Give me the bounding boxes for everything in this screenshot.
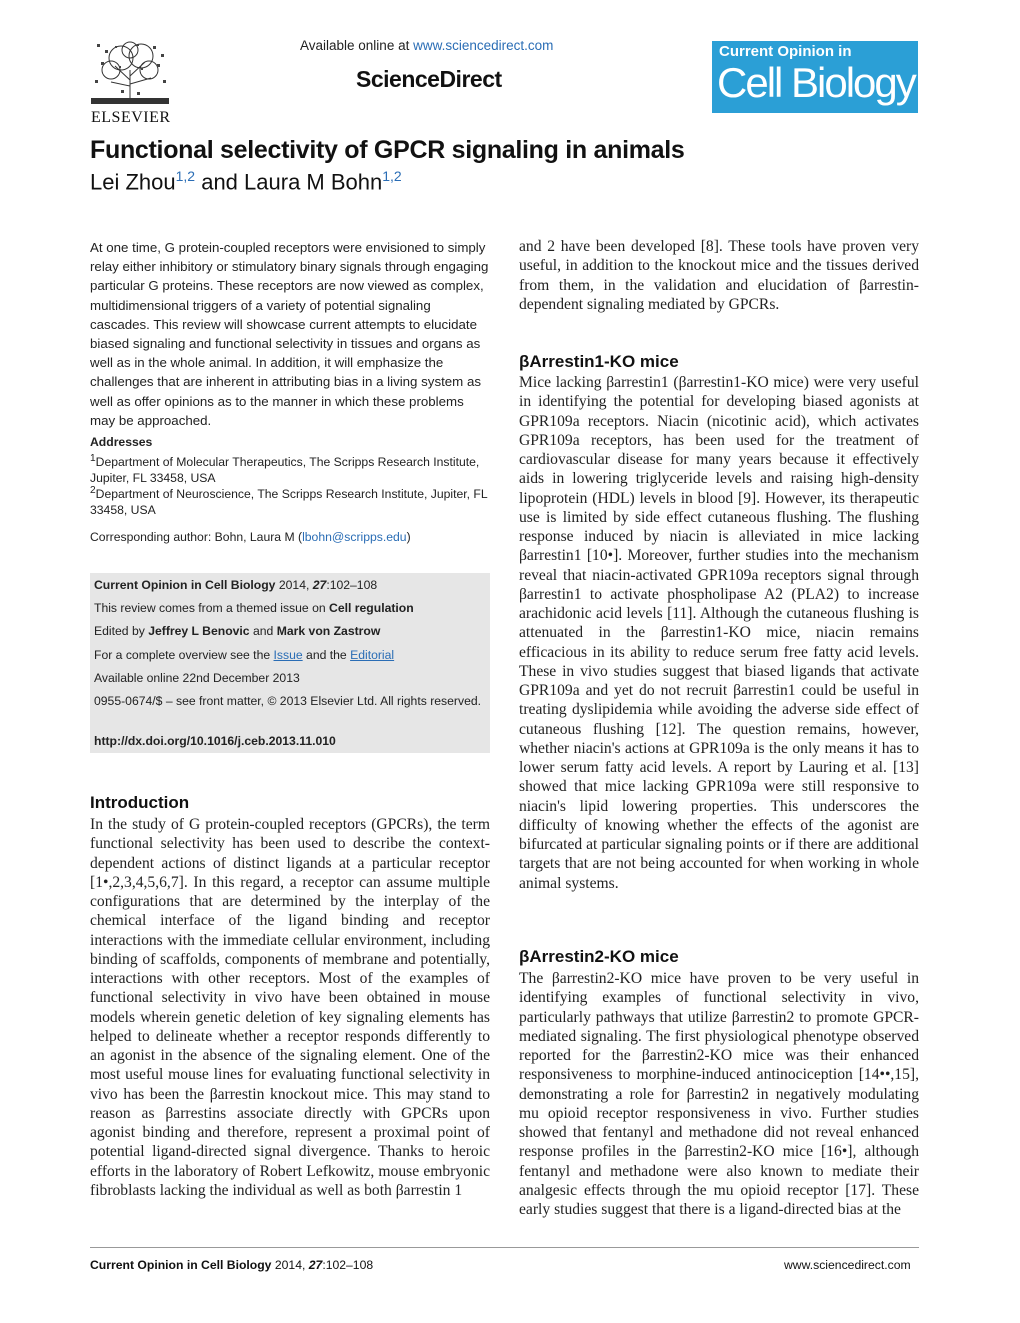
continued-text: and 2 have been developed [8]. These tools have proven very useful, in addition to the knockout mice and the tissues derived from them, in the validation and elucidation of βarrestin-dependent signaling mediated by GPCRs. [519,238,919,313]
introduction-heading: Introduction [90,793,190,812]
address-2: $^2$Department of Neuroscience, The Scripps Research Institute, Jupiter, FL 33458, USA [90,485,488,517]
footer-citation: Current Opinion in Cell Biology 2014, 27:102–108 [90,1258,374,1272]
barrestin1-text: Mice lacking βarrestin1 (βarrestin1-KO mice) were very useful in identifying the potential for developing biased agonists at GPR109a receptors. Niacin (nicotinic acid), which activates GPR109a receptors, has been used for the treatment of cardiovascular disease for many years because it effectively aids in lowering triglyceride levels and raising high-density lipoprotein (HDL) levels in blood [9]. However, its therapeutic use is limited by side effect cutaneous flushing. The flushing response induced by niacin is alleviated in mice lacking βarrestin1 [10•]. Moreover, further studies into the mechanism reveal that niacin-activated GPR109a receptors signal through βarrestin1 to activate phospholipase A2 (PLA2) to increase arachidonic acid levels [11]. Although the cutaneous flushing is attenuated in the βarrestin1-KO mice, niacin remains efficacious in its ability to reduce serum free fatty acid levels. These in vivo studies suggest that biased ligands that activate GPR109a and yet do not recruit βarrestin1 could be useful in treating dyslipidemia while avoiding the adverse side effect of cutaneous flushing [12]. The question remains, however, whether niacin's actions at GPR109a is the only means it has to lower serum fatty acid levels. A report by Lauring et al. [13] showed that mice lacking GPR109a were still responsive to niacin's lipid lowering properties. This underscores the difficulty of knowing whether the effects of the agonist are bifurcated at particular signaling points or if there are additional targets that are not being accounted for when working in whole animal systems. [519,374,919,892]
author-1: Lei Zhou [90,169,176,195]
addresses-heading: Addresses [90,435,153,449]
author-1-aff[interactable]: 1,2 [175,168,196,184]
email-link[interactable]: lbohn@scripps.edu [302,530,407,544]
barrestin1-heading: βArrestin1-KO mice [519,352,679,371]
sciencedirect-logo: ScienceDirect [356,66,502,92]
corresponding-author: Corresponding author: Bohn, Laura M (lbohn@scripps.edu) [90,530,411,544]
barrestin2-text: The βarrestin2-KO mice have proven to be very useful in identifying examples of functional selectivity in vivo, particularly pathways that utilize βarrestin2 to promote GPCR-mediated signaling. The first physiological phenotype observed reported for the βarrestin2-KO mice was their enhanced responsiveness to morphine-induced antinociception [14••,15], demonstrating a role for βarrestin2 in negatively modulating mu opioid receptor responsiveness in vivo. Further studies showed that fentanyl and methadone did not reveal enhanced response profiles in the βarrestin2-KO mice [16•], although fentanyl and methadone were also known to mediate their analgesic effects through the mu opioid receptor [17]. These early studies suggest that there is a ligand-directed bias at the [519,970,919,1218]
author-2: Laura M Bohn [244,169,383,195]
abstract: At one time, G protein-coupled receptors were envisioned to simply relay either inhibitory or stimulatory binary signals through engaging particular G proteins. These receptors are now viewed as complex, multidimensional triggers of a variety of potential signaling cascades. This review will showcase current attempts to elucidate biased signaling and functional selectivity in tissues and organs as well as in the whole animal. In addition, it will emphasize the challenges that are inherent in attributing bias in a living system as well as offer opinions as to the manner in which these problems may be approached. [90,240,489,428]
info-theme: This review comes from a themed issue on Cell regulation [94,601,414,615]
publisher-name: ELSEVIER [91,109,171,126]
info-editors: Edited by Jeffrey L Benovic and Mark von Zastrow [94,624,381,638]
footer-rule [90,1247,919,1248]
address-1: $^1$Department of Molecular Therapeutics, The Scripps Research Institute, Jupiter, FL 33458, USA [90,453,480,485]
editorial-link[interactable]: Editorial [350,648,395,662]
sciencedirect-link[interactable]: www.sciencedirect.com [413,38,554,53]
elsevier-logo [91,40,171,126]
article-info-box [90,573,490,753]
doi-link[interactable]: http://dx.doi.org/10.1016/j.ceb.2013.11.010 [94,734,336,748]
info-overview: For a complete overview see the Issue and the Editorial [94,648,395,662]
barrestin2-heading: βArrestin2-KO mice [519,947,679,966]
elsevier-tree-icon [91,40,169,104]
info-available: Available online 22nd December 2013 [94,671,300,685]
article-title: Functional selectivity of GPCR signaling in animals [90,136,685,164]
info-citation: Current Opinion in Cell Biology 2014, 27:102–108 [94,578,378,592]
info-copyright: 0955-0674/$ – see front matter, © 2013 Elsevier Ltd. All rights reserved. [94,694,482,708]
available-online: Available online at www.sciencedirect.com [300,38,554,53]
authors: Lei Zhou$^{1,2}$ and Laura M Bohn$^{1,2}$ [90,168,402,195]
author-2-aff[interactable]: 1,2 [382,168,402,184]
introduction-text: In the study of G protein-coupled receptors (GPCRs), the term functional selectivity has been used to describe the context-dependent actions of distinct ligands at a particular receptor [1•,2,3,4,5,6,7]. In this regard, a receptor can assume multiple configurations that are determined by the interplay of the chemical interface of the ligand binding and receptor interactions with the immediate cellular environment, including binding of scaffolds, components of membrane and potentially, interactions with other receptors. Most of the examples of functional selectivity in vivo have been obtained in mouse models wherein genetic deletion of key signaling elements has helped to delineate whether a receptor responds differently to an agonist in the absence of the signaling element. One of the most useful mouse lines for evaluating functional selectivity in vivo has been the βarrestin knockout mice. This may stand to reason as βarrestins associate directly with GPCRs upon agonist binding and therefore, represent a proximal point of potential ligand-directed signal divergence. Thanks to heroic efforts in the laboratory of Robert Lefkowitz, mouse embryonic fibroblasts lacking the individual as well as both βarrestin 1 [90,816,490,1199]
journal-logo-top: Current Opinion in [719,43,852,60]
footer-site: www.sciencedirect.com [784,1258,911,1272]
issue-link[interactable]: Issue [273,648,303,662]
journal-logo [712,41,918,113]
journal-logo-bottom: Cell Biology [717,59,915,106]
